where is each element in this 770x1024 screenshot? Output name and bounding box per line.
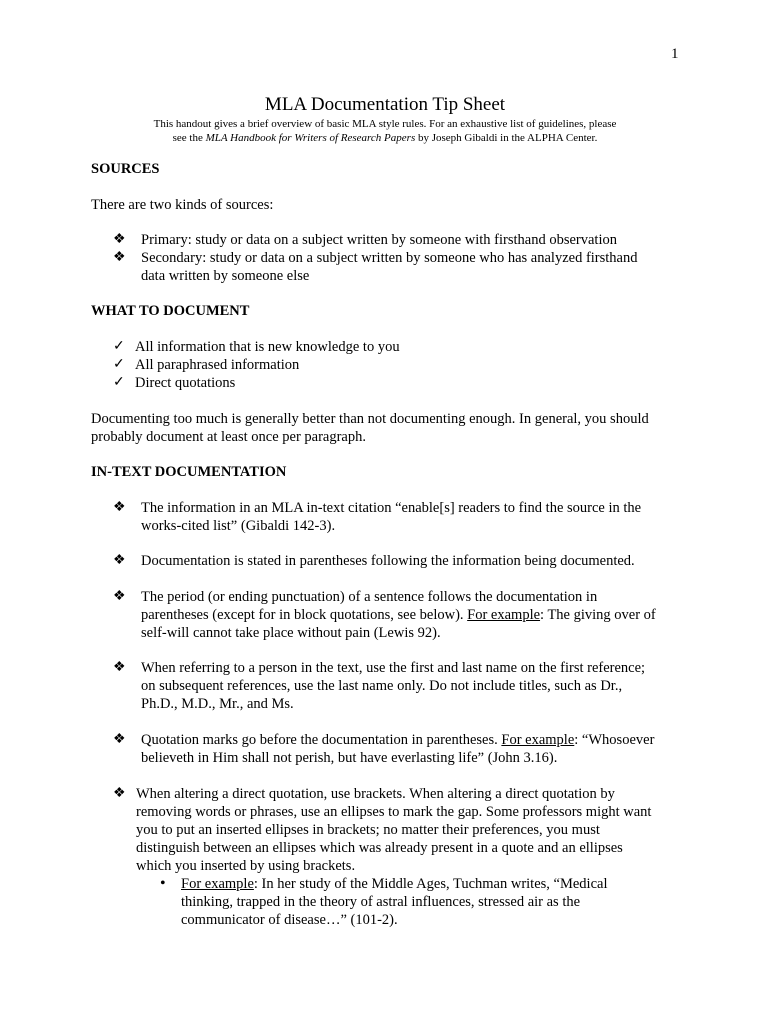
diamond-bullet-icon: ❖ (113, 553, 126, 568)
example-subitem-line-3: communicator of disease…” (101-2). (181, 912, 398, 928)
in-text-item-1-line-1: The information in an MLA in-text citation “enable[s] readers to find the source in the (141, 500, 642, 516)
example-subitem-line-2: thinking, trapped in the theory of astral influences, stressed air as the (181, 894, 581, 910)
for-example-label: For example (501, 732, 575, 748)
in-text-item-6-line-5: which you inserted by using brackets. (136, 858, 356, 874)
in-text-item-3-line-1: The period (or ending punctuation) of a sentence follows the documentation in (141, 589, 598, 605)
in-text-item-3-line-3: self-will cannot take place without pain (Lewis 92). (141, 625, 441, 641)
in-text-item-2: Documentation is stated in parentheses following the information being documented. (141, 553, 635, 569)
for-example-label: For example (181, 876, 254, 892)
source-secondary-line-1: Secondary: study or data on a subject written by someone who has analyzed firsthand (141, 250, 638, 266)
diamond-bullet-icon: ❖ (113, 732, 126, 747)
example-subitem-line-1: For example: In her study of the Middle Ages, Tuchman writes, “Medical (181, 876, 608, 892)
subtitle-line-1: This handout gives a brief overview of basic MLA style rules. For an exhaustive list of guidelines, please (153, 118, 617, 130)
check-icon: ✓ (113, 339, 125, 354)
diamond-bullet-icon: ❖ (113, 786, 126, 801)
subtitle (0, 117, 770, 145)
diamond-bullet-icon: ❖ (113, 589, 126, 604)
diamond-bullet-icon: ❖ (113, 232, 126, 247)
in-text-item-5-line-2: believeth in Him shall not perish, but have everlasting life” (John 3.16). (141, 750, 558, 766)
diamond-bullet-icon: ❖ (113, 500, 126, 515)
in-text-item-4-line-3: Ph.D., M.D., Mr., and Ms. (141, 696, 294, 712)
sources-heading: SOURCES (91, 161, 160, 177)
in-text-item-1-line-2: works-cited list” (Gibaldi 142-3). (141, 518, 336, 534)
in-text-item-4-line-2: on subsequent references, use the last name only. Do not include titles, such as Dr., (141, 678, 623, 694)
in-text-item-6-line-3: you to put an inserted ellipses in brackets; no matter their preferences, you must (136, 822, 600, 838)
bullet-icon: • (160, 875, 166, 892)
source-primary: Primary: study or data on a subject written by someone with firsthand observation (141, 232, 617, 248)
documenting-paragraph-line-1: Documenting too much is generally better than not documenting enough. In general, you should (91, 411, 649, 427)
in-text-item-6-line-1: When altering a direct quotation, use brackets. When altering a direct quotation by (136, 786, 615, 802)
in-text-item-4-line-1: When referring to a person in the text, use the first and last name on the first reference; (141, 660, 646, 676)
check-icon: ✓ (113, 375, 125, 390)
document-item-3: Direct quotations (135, 375, 236, 391)
page-number: 1 (671, 46, 679, 62)
in-text-item-3-line-2: parentheses (except for in block quotations, see below). For example: The giving over of (141, 607, 656, 623)
check-icon: ✓ (113, 357, 125, 372)
document-item-2: All paraphrased information (135, 357, 300, 373)
handbook-title: MLA Handbook for Writers of Research Papers (205, 132, 416, 144)
sources-intro: There are two kinds of sources: (91, 197, 274, 213)
in-text-item-6-line-4: distinguish between an ellipses which was already present in a quote and an ellipses (136, 840, 623, 856)
in-text-item-5-line-1: Quotation marks go before the documentation in parentheses. For example: “Whosoever (141, 732, 655, 748)
subtitle-line-2: see the MLA Handbook for Writers of Research Papers by Joseph Gibaldi in the ALPHA Center. (172, 132, 598, 144)
page-title: MLA Documentation Tip Sheet (264, 94, 506, 115)
documenting-paragraph-line-2: probably document at least once per paragraph. (91, 429, 366, 445)
diamond-bullet-icon: ❖ (113, 250, 126, 265)
in-text-heading: IN-TEXT DOCUMENTATION (91, 464, 287, 480)
for-example-label: For example (467, 607, 541, 623)
document-item-1: All information that is new knowledge to you (135, 339, 400, 355)
source-secondary-line-2: data written by someone else (141, 268, 310, 284)
what-to-document-heading: WHAT TO DOCUMENT (91, 303, 250, 319)
in-text-item-6-line-2: removing words or phrases, use an ellipses to mark the gap. Some professors might want (136, 804, 652, 820)
diamond-bullet-icon: ❖ (113, 660, 126, 675)
